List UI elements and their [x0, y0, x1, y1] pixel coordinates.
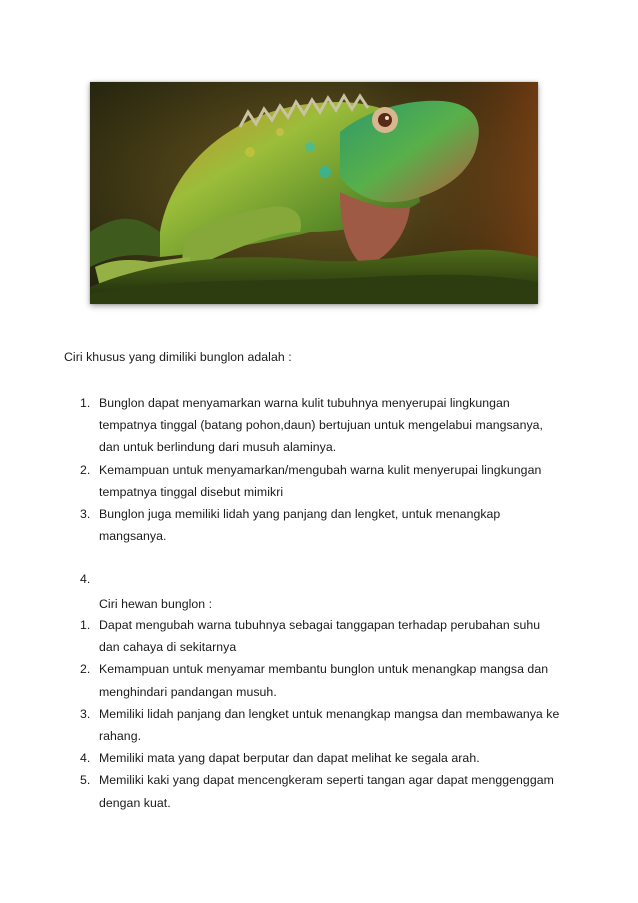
list-item — [0, 769, 638, 813]
feature-list-1 — [0, 392, 638, 547]
list-number: 2. — [80, 662, 91, 677]
list-line: dan cahaya di sekitarnya — [99, 640, 237, 655]
feature-list-2 — [0, 614, 638, 814]
list-item — [0, 658, 638, 702]
list-line: Kemampuan untuk menyamar membantu bunglon untuk menangkap mangsa dan — [99, 662, 549, 677]
list-line: rahang. — [99, 729, 142, 744]
list-number: 1. — [80, 396, 91, 410]
list-item — [0, 614, 638, 658]
list-item — [0, 747, 638, 769]
list-line: tempatnya tinggal disebut mimikri — [99, 484, 284, 499]
list-line: Dapat mengubah warna tubuhnya sebagai tanggapan terhadap perubahan suhu — [99, 618, 541, 632]
list-line: menghindari pandangan musuh. — [99, 684, 277, 699]
list-number: 2. — [80, 462, 91, 477]
list-line: dengan kuat. — [99, 795, 171, 810]
list-number: 4. — [80, 751, 91, 766]
intro-text: Ciri khusus yang dimiliki bunglon adalah : — [64, 350, 292, 364]
section-subheading: Ciri hewan bunglon : — [99, 597, 213, 611]
list-number: 4. — [80, 572, 91, 586]
list-line: tempatnya tinggal (batang pohon,daun) bertujuan untuk mengelabui mangsanya, — [99, 418, 544, 433]
list-line: Bunglon juga memiliki lidah yang panjang dan lengket, untuk menangkap — [99, 507, 501, 522]
chameleon-photo — [90, 82, 538, 304]
list-number: 3. — [80, 706, 91, 721]
list-line: dan untuk berlindung dari musuh alaminya. — [99, 440, 337, 455]
list-item — [0, 503, 638, 547]
list-item — [0, 703, 638, 747]
list-item — [0, 392, 638, 459]
list-line: Memiliki kaki yang dapat mencengkeram seperti tangan agar dapat menggenggam — [99, 773, 554, 788]
list-line: Memiliki lidah panjang dan lengket untuk menangkap mangsa dan membawanya ke — [99, 706, 560, 721]
list-line: mangsanya. — [99, 529, 167, 544]
list-number: 3. — [80, 507, 91, 522]
list-number: 5. — [80, 773, 91, 788]
list-line: Kemampuan untuk menyamarkan/mengubah warna kulit menyerupai lingkungan — [99, 462, 542, 477]
list-item — [0, 459, 638, 503]
list-line: Memiliki mata yang dapat berputar dan dapat melihat ke segala arah. — [99, 751, 480, 766]
list-line: Bunglon dapat menyamarkan warna kulit tubuhnya menyerupai lingkungan — [99, 396, 510, 410]
list-number: 1. — [80, 618, 91, 632]
